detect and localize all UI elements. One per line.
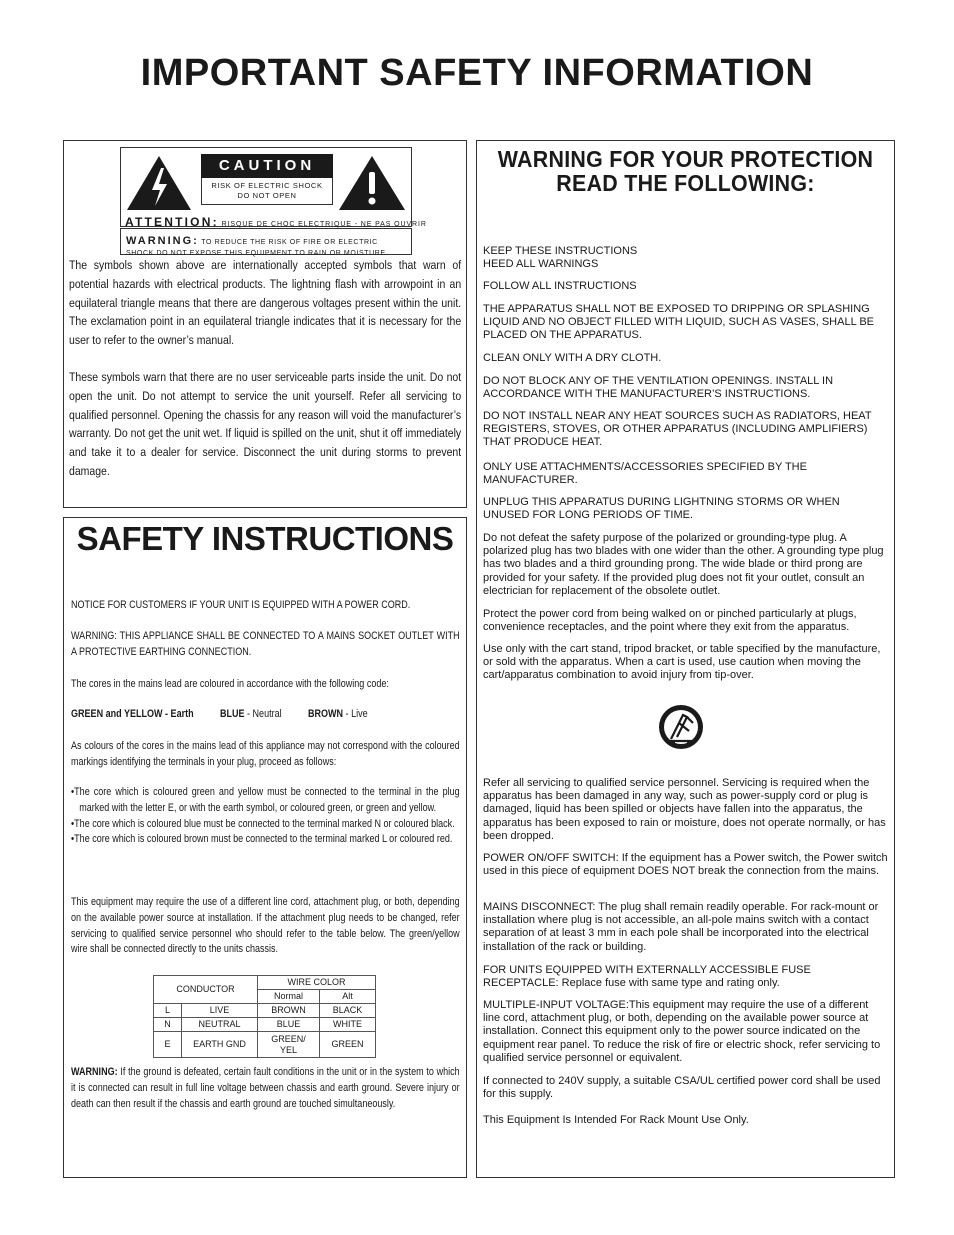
warning-item: If connected to 240V supply, a suitable CSA/UL certified power cord shall be used for this supply. — [483, 1075, 881, 1101]
caution-label — [120, 147, 427, 229]
code-blue: - Neutral — [244, 708, 282, 720]
list-item: •The core which is coloured blue must be connected to the terminal marked N or coloured black. — [71, 817, 455, 830]
table-cell: E — [154, 1032, 182, 1058]
warning-item: Refer all servicing to qualified service personnel. Servicing is required when the apparatus has been damaged in any way, such as power-supply cord or plug is damaged, liquid has been spilled or objects have fallen into the apparatus, the apparatus has been exposed to rain or moisture, does not operate normally, or has been dropped. — [483, 777, 886, 842]
table-row — [154, 976, 376, 990]
caution-text-line-2: DO NOT OPEN — [237, 191, 297, 200]
warning-item: This Equipment Is Intended For Rack Mount Use Only. — [483, 1114, 749, 1126]
wire-color-table — [153, 975, 376, 1058]
caution-text-line-1: RISK OF ELECTRIC SHOCK — [211, 181, 323, 190]
table-row — [154, 1004, 376, 1018]
warning-item: FOLLOW ALL INSTRUCTIONS — [483, 280, 637, 292]
warning-item: ONLY USE ATTACHMENTS/ACCESSORIES SPECIFIED BY THE MANUFACTURER. — [483, 461, 807, 487]
warning-item: THE APPARATUS SHALL NOT BE EXPOSED TO DRIPPING OR SPLASHING LIQUID AND NO OBJECT FILLED WITH LIQUID, SUCH AS VASES, SHALL BE PLACED ON THE APPARATUS. — [483, 303, 875, 342]
table-cell: LIVE — [182, 1004, 258, 1018]
power-cord-notice: NOTICE FOR CUSTOMERS IF YOUR UNIT IS EQUIPPED WITH A POWER CORD. — [71, 599, 411, 611]
earthing-warning: WARNING: THIS APPLIANCE SHALL BE CONNECTED TO A MAINS SOCKET OUTLET WITH A PROTECTIVE EARTHING CONNECTION. — [71, 630, 460, 658]
warning-item: Protect the power cord from being walked on or pinched particularly at plugs, convenience receptacles, and the point where they exit from the apparatus. — [483, 608, 857, 634]
warning-box — [476, 140, 895, 1178]
color-code-line — [71, 707, 460, 723]
warning-item: MAINS DISCONNECT: The plug shall remain readily operable. For rack-mount or installation where plug is not accessible, an all-pole mains switch with a contact separation of at least 3 mm in each pole shall be incorporated into the electrical installation of the rack or building. — [483, 901, 879, 953]
safety-instructions-title: SAFETY INSTRUCTIONS — [76, 520, 454, 557]
caution-center — [201, 154, 333, 205]
attention-label: ATTENTION: — [125, 215, 219, 229]
table-row — [154, 1018, 376, 1032]
conductor-header: CONDUCTOR — [154, 976, 258, 1004]
lightning-triangle-icon — [125, 154, 193, 212]
table-cell: EARTH GND — [182, 1032, 258, 1058]
table-cell: N — [154, 1018, 182, 1032]
warning-title — [492, 147, 880, 195]
warning-item-line: HEED ALL WARNINGS — [483, 258, 599, 271]
warning-item: Do not defeat the safety purpose of the polarized or grounding-type plug. A polarized plug has two blades with one wider than the other. A grounding type plug has two blades and a third grounding prong. The wide blade or third prong are provided for your safety. If the provided plug does not fit your outlet, consult an electrician for replacement of the obsolete outlet. — [483, 532, 884, 597]
table-cell: BROWN — [258, 1004, 320, 1018]
caution-heading: CAUTION — [201, 154, 333, 178]
warning-label-text-2: SHOCK DO NOT EXPOSE THIS EQUIPMENT TO RAIN OR MOISTURE — [126, 250, 386, 257]
table-cell: GREEN/ YEL — [258, 1032, 320, 1058]
normal-header: Normal — [258, 990, 320, 1004]
table-cell: L — [154, 1004, 182, 1018]
bullet-text: The core which is coloured brown must be connected to the terminal marked L or coloured red. — [74, 833, 453, 846]
code-brown: - Live — [343, 708, 368, 720]
table-cell: BLACK — [320, 1004, 376, 1018]
warning-item-line: KEEP THESE INSTRUCTIONS — [483, 245, 638, 257]
warning-label-text-1: TO REDUCE THE RISK OF FIRE OR ELECTRIC — [198, 239, 378, 246]
warning-label-title: WARNING: — [126, 235, 199, 247]
warning-item: Use only with the cart stand, tripod bracket, or table specified by the manufacture, or sold with the apparatus. When a cart is used, use caution when moving the cart/apparatus combination to avoid injury from tip-over. — [483, 643, 881, 682]
attention-text: RISQUE DE CHOC ELECTRIQUE - NE PAS OUVRIR — [218, 221, 427, 228]
table-cell: NEUTRAL — [182, 1018, 258, 1032]
code-brown-label: BROWN — [307, 708, 344, 720]
table-row — [154, 1032, 376, 1058]
core-bullet-list — [71, 785, 460, 848]
line-cord-paragraph: This equipment may require the use of a different line cord, attachment plug, or both, depending on the available power source at installation. If the attachment plug needs to be changed, refer servicing to qualified service personnel who should refer to the table below. The green/yellow wire shall be connected directly to the units chassis. — [71, 896, 460, 956]
table-cell: BLUE — [258, 1018, 320, 1032]
bullet-text: The core which is coloured green and yellow must be connected to the terminal in the plug marked with the letter E, or with the earth symbol, or coloured green, or green and yellow. — [74, 786, 460, 814]
exclamation-triangle-icon — [337, 154, 407, 212]
warning-item: POWER ON/OFF SWITCH: If the equipment has a Power switch, the Power switch used in this piece of equipment DOES NOT break the connection from the mains. — [483, 852, 888, 878]
cores-code-intro: The cores in the mains lead are coloured in accordance with the following code: — [71, 678, 389, 690]
warning-item: DO NOT INSTALL NEAR ANY HEAT SOURCES SUCH AS RADIATORS, HEAT REGISTERS, STOVES, OR OTHER APPARATUS (INCLUDING AMPLIFIERS) THAT PRODUCE HEAT. — [483, 410, 872, 449]
page-title: IMPORTANT SAFETY INFORMATION — [140, 52, 814, 94]
warning-item: CLEAN ONLY WITH A DRY CLOTH. — [483, 352, 662, 364]
warning-item — [483, 245, 888, 271]
warning-item: UNPLUG THIS APPARATUS DURING LIGHTNING STORMS OR WHEN UNUSED FOR LONG PERIODS OF TIME. — [483, 496, 840, 522]
warning-title-line-1: WARNING FOR YOUR PROTECTION — [497, 146, 874, 172]
list-item: •The core which is coloured brown must be connected to the terminal marked L or coloured red. — [71, 833, 453, 846]
code-green: GREEN and YELLOW - Earth — [71, 708, 194, 720]
warning-item: DO NOT BLOCK ANY OF THE VENTILATION OPENINGS. INSTALL IN ACCORDANCE WITH THE MANUFACTURER’S INSTRUCTIONS. — [483, 375, 834, 401]
ground-warning-label: WARNING: — [71, 1066, 118, 1078]
wire-color-header: WIRE COLOR — [258, 976, 376, 990]
warning-label — [120, 228, 412, 255]
warning-item: FOR UNITS EQUIPPED WITH EXTERNALLY ACCESSIBLE FUSE RECEPTACLE: Replace fuse with same type and rating only. — [483, 964, 811, 990]
table-cell: GREEN — [320, 1032, 376, 1058]
alt-header: Alt — [320, 990, 376, 1004]
warning-item: MULTIPLE-INPUT VOLTAGE:This equipment may require the use of a different line cord, attachment plug, or both, depending on the available power source at installation. Connect this equipment only to the power source indicated on the equipment rear panel. To reduce the risk of fire or electric shock, refer servicing to qualified service personnel or equivalent. — [483, 999, 881, 1064]
ground-warning-text: If the ground is defeated, certain fault conditions in the unit or in the system to which it is connected can result in full line voltage between chassis and earth ground. Severe injury or death can then result if the chassis and earth ground are touched simultaneously. — [71, 1066, 460, 1110]
caution-text — [201, 178, 333, 205]
code-blue-label: BLUE — [219, 708, 245, 720]
table-cell: WHITE — [320, 1018, 376, 1032]
symbols-paragraph-1: The symbols shown above are internationally accepted symbols that warn of potential hazards with electrical products. The lightning flash with arrowpoint in an equilateral triangle means that there are dangerous voltages present within the unit. The exclamation point in an equilateral triangle indicates that it is necessary for the user to refer to the owner’s manual. — [69, 258, 462, 348]
safety-instructions-box — [63, 517, 467, 1178]
cart-tip-over-icon — [657, 701, 705, 753]
bullet-text: The core which is coloured blue must be connected to the terminal marked N or coloured black. — [74, 817, 455, 830]
symbols-box — [63, 140, 467, 508]
colours-intro: As colours of the cores in the mains lead of this appliance may not correspond with the coloured markings identifying the terminals in your plug, proceed as follows: — [71, 740, 460, 768]
list-item: •The core which is coloured green and yellow must be connected to the terminal in the plug marked with the letter E, or with the earth symbol, or coloured green, or green and yellow. — [71, 786, 460, 814]
ground-warning — [71, 1065, 460, 1112]
symbols-paragraph-2: These symbols warn that there are no user serviceable parts inside the unit. Do not open the unit. Do not attempt to service the unit yourself. Refer all servicing to qualified personnel. Opening the chassis for any reason will void the manufacturer’s warranty. Do not get the unit wet. If liquid is spilled on the unit, shut it off immediately and take it to a dealer for service. Disconnect the unit during storms to prevent damage. — [69, 370, 462, 478]
warning-title-line-2: READ THE FOLLOWING: — [556, 170, 815, 196]
